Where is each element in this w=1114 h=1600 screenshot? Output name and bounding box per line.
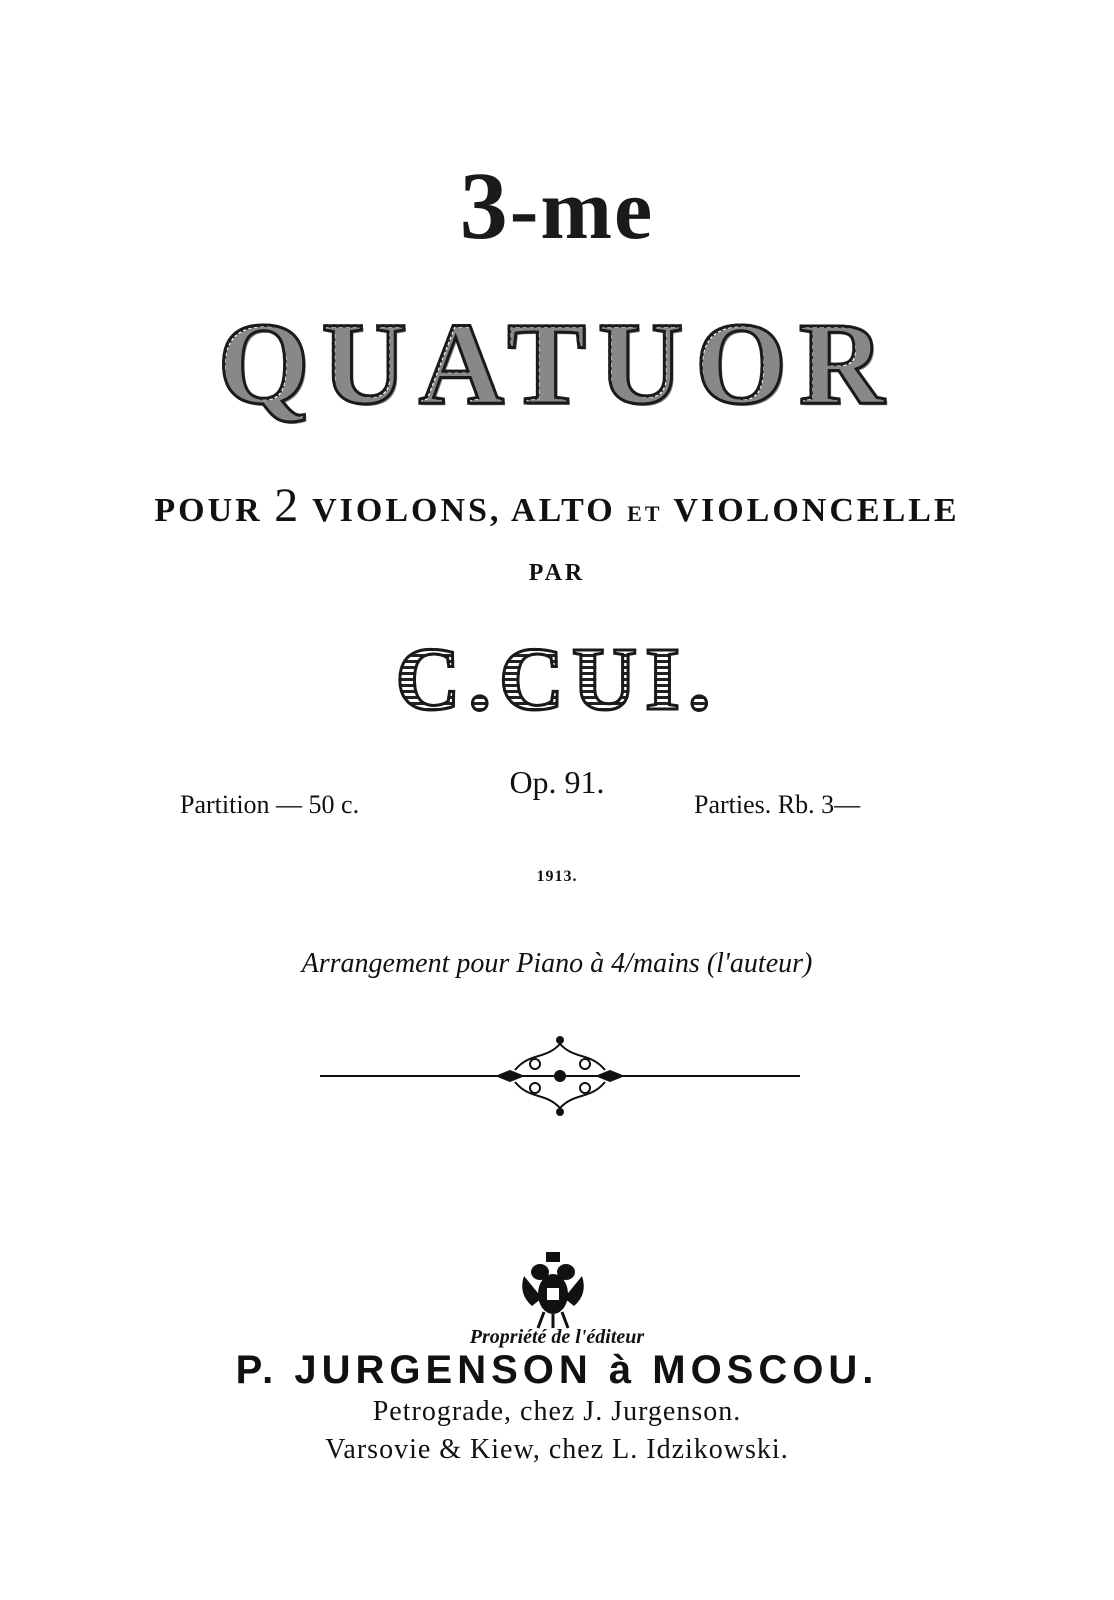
- main-title: [0, 296, 1114, 432]
- branch-petrograd: Petrograde, chez J. Jurgenson.: [372, 1396, 742, 1427]
- par-word: PAR: [528, 560, 586, 586]
- ordinal-heading: [0, 150, 1114, 261]
- branch-warsaw-kiev: Varsovie & Kiew, chez L. Idzikowski.: [325, 1434, 789, 1465]
- instrument-count: 2: [274, 479, 302, 532]
- partition-price: Partition — 50 c.: [180, 790, 360, 819]
- violons-alto-text: VIOLONS, ALTO: [312, 492, 616, 529]
- ordinal-suffix: -me: [509, 161, 655, 257]
- parties-price: Parties. Rb. 3—: [694, 790, 861, 819]
- violoncelle-text: VIOLONCELLE: [673, 492, 960, 529]
- double-headed-eagle-icon: [518, 1250, 588, 1330]
- et-word: ET: [627, 501, 663, 526]
- composer-name: [0, 628, 1114, 731]
- arrangement-note: Arrangement pour Piano à 4/mains (l'auteur): [301, 948, 813, 979]
- composer-name-text: C.CUI.: [395, 630, 719, 729]
- publisher-name: P. JURGENSON à MOSCOU.: [235, 1348, 879, 1392]
- opus-number: Op. 91.: [509, 764, 605, 800]
- pour-word: POUR: [154, 492, 263, 529]
- decorative-rule-icon: [320, 1030, 800, 1120]
- property-note: Propriété de l'éditeur: [469, 1326, 645, 1348]
- main-title-text: QUATUOR: [217, 298, 897, 429]
- ordinal-number: 3: [459, 152, 510, 259]
- publication-year: 1913.: [536, 868, 578, 885]
- instrumentation-line: [0, 478, 1114, 533]
